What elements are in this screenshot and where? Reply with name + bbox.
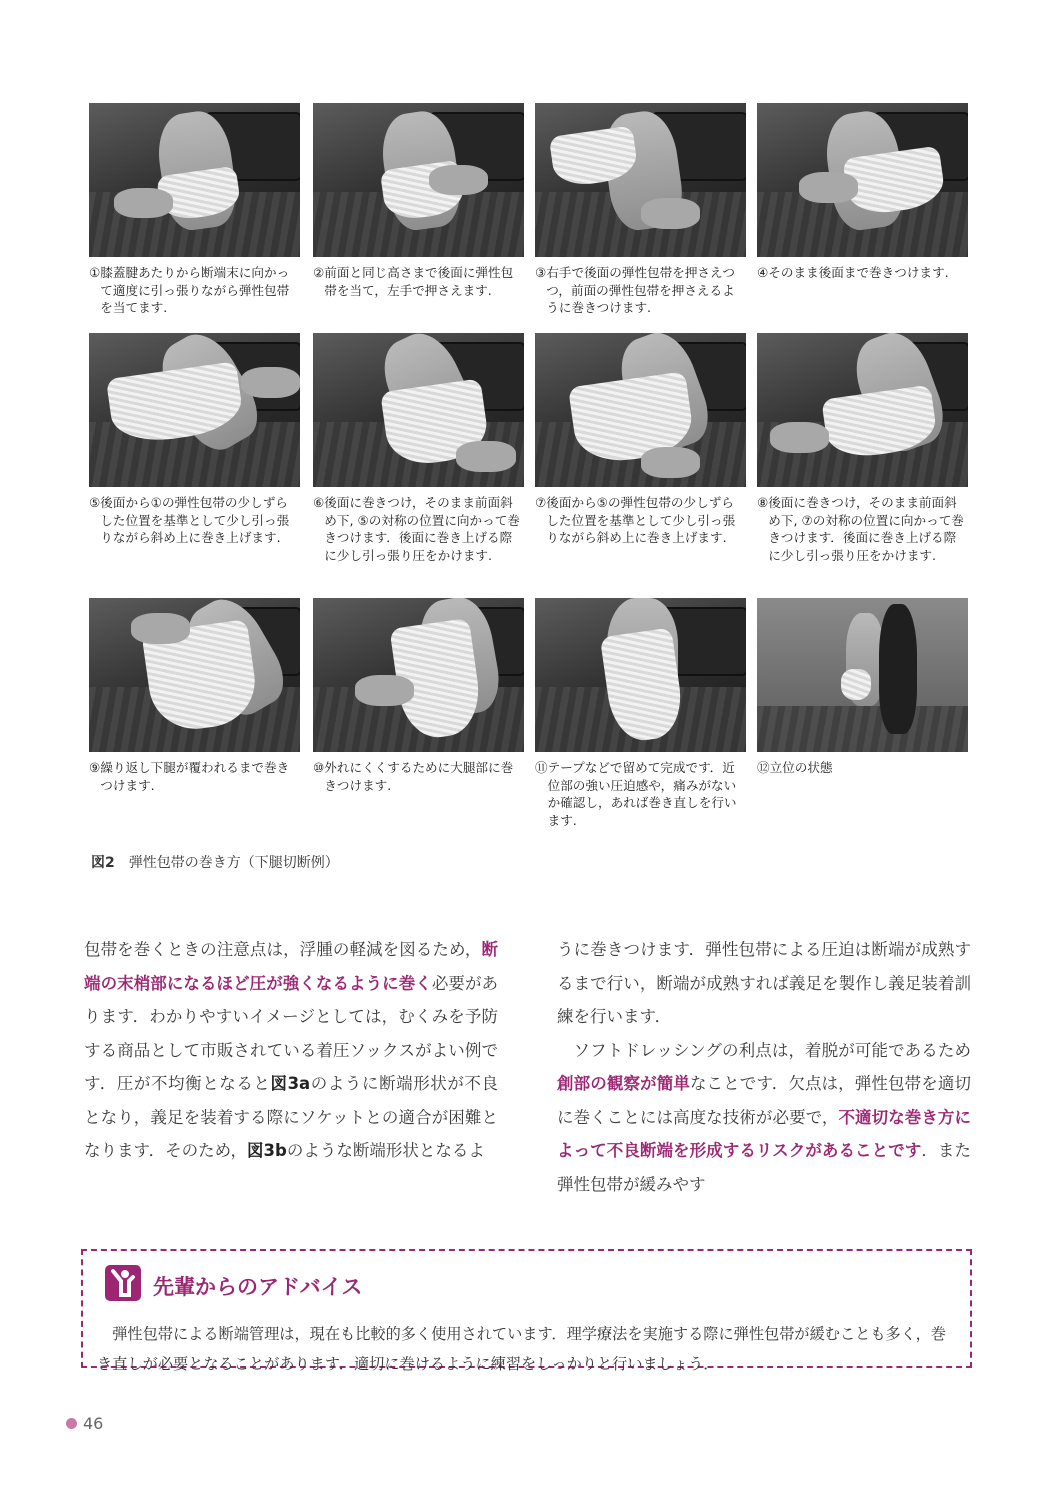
step-caption: 外れにくくするために大腿部に巻きつけます.	[324, 760, 514, 793]
figure-step-7	[535, 333, 746, 547]
step-caption: 後面に巻きつけ，そのまま前面斜め下, ⑦の対称の位置に向かって巻きつけます．後面に巻き上げる際に少し引っ張り圧をかけます.	[768, 495, 964, 563]
body-column-right	[557, 933, 971, 1201]
figure-step-11	[535, 598, 746, 829]
figure-step-5	[89, 333, 300, 547]
page-dot-icon	[66, 1418, 77, 1429]
body-paragraph	[557, 933, 971, 1034]
figure-step-4	[757, 103, 968, 282]
body-text: のように断端形状が不良となり，義足を装着する際にソケットとの適合が困難となります．そのため，	[84, 1074, 499, 1160]
step-number: ③	[535, 265, 547, 280]
step-photo	[89, 103, 300, 257]
step-photo	[757, 333, 968, 487]
step-caption: 膝蓋腱あたりから断端末に向かって適度に引っ張りながら弾性包帯を当てます.	[100, 265, 290, 315]
emphasis-text: 断端の末梢部になるほど圧が強くなるように巻く	[84, 940, 498, 993]
body-text: 包帯を巻くときの注意点は，浮腫の軽減を図るため，	[84, 940, 482, 959]
step-number: ⑥	[313, 495, 325, 510]
step-caption: 繰り返し下腿が覆われるまで巻きつけます.	[100, 760, 290, 793]
figure-step-9	[89, 598, 300, 794]
step-photo	[757, 103, 968, 257]
step-caption: 後面に巻きつけ，そのまま前面斜め下, ⑤の対称の位置に向かって巻きつけます．後面に巻き上げる際に少し引っ張り圧をかけます.	[324, 495, 520, 563]
figure-step-1	[89, 103, 300, 317]
step-number: ⑦	[535, 495, 547, 510]
step-photo	[535, 333, 746, 487]
figure-step-6	[313, 333, 524, 564]
step-number: ⑪	[535, 760, 548, 775]
figure-step-3	[535, 103, 746, 317]
step-number: ①	[89, 265, 101, 280]
body-text: ．また弾性包帯が緩みやす	[557, 1141, 972, 1194]
senior-advice-icon	[105, 1265, 141, 1301]
body-text: なことです．欠点は，弾性包帯を適切に巻くことには高度な技術が必要で，	[557, 1074, 971, 1127]
step-number: ②	[313, 265, 325, 280]
figure-caption	[91, 852, 339, 872]
step-photo	[535, 598, 746, 752]
step-number: ⑧	[757, 495, 769, 510]
step-number: ⑨	[89, 760, 101, 775]
emphasis-text: 創部の観察が簡単	[557, 1074, 690, 1093]
step-photo	[89, 333, 300, 487]
step-photo	[757, 598, 968, 752]
figure-reference: 図3b	[247, 1141, 287, 1160]
body-paragraph	[84, 933, 498, 1168]
step-photo	[313, 333, 524, 487]
step-number: ④	[757, 265, 769, 280]
body-paragraph	[557, 1034, 971, 1202]
advice-title: 先輩からのアドバイス	[153, 1275, 363, 1299]
step-photo	[313, 103, 524, 257]
figure-step-10	[313, 598, 524, 794]
body-text: 必要があります．わかりやすいイメージとしては，むくみを予防する商品として市販されている着圧ソックスがよい例です．圧が不均衡となると	[84, 973, 498, 1093]
body-text: ソフトドレッシングの利点は，着脱が可能であるため	[573, 1040, 971, 1060]
figure-label: 図2	[91, 855, 115, 871]
figure-step-2	[313, 103, 524, 299]
figure-step-12	[757, 598, 968, 777]
advice-text	[97, 1319, 959, 1379]
step-caption: テープなどで留めて完成です．近位部の強い圧迫感や，痛みがないか確認し，あれば巻き直しを行います.	[547, 760, 737, 828]
page-number-text: 46	[83, 1414, 104, 1433]
step-photo	[89, 598, 300, 752]
page-number	[66, 1414, 103, 1433]
step-number: ⑩	[313, 760, 325, 775]
step-caption: 後面から①の弾性包帯の少しずらした位置を基準として少し引っ張りながら斜め上に巻き上げます.	[100, 495, 290, 545]
step-number: ⑫	[757, 760, 770, 775]
step-caption: 前面と同じ高さまで後面に弾性包帯を当て，左手で押さえます.	[324, 265, 514, 298]
step-photo	[313, 598, 524, 752]
body-text: のような断端形状となるよ	[286, 1141, 485, 1160]
figure-reference: 図3a	[270, 1074, 311, 1093]
step-caption: 右手で後面の弾性包帯を押さえつつ，前面の弾性包帯を押さえるように巻きつけます.	[546, 265, 735, 315]
body-column-left	[84, 933, 498, 1168]
step-caption: 後面から⑤の弾性包帯の少しずらした位置を基準として少し引っ張りながら斜め上に巻き上げます.	[546, 495, 736, 545]
step-photo	[535, 103, 746, 257]
body-text: うに巻きつけます．弾性包帯による圧迫は断端が成熟するまで行い，断端が成熟すれば義足を製作し義足装着訓練を行います．	[557, 940, 971, 1026]
step-caption: 立位の状態	[769, 760, 833, 775]
step-number: ⑤	[89, 495, 101, 510]
figure-step-8	[757, 333, 968, 564]
figure-title: 弾性包帯の巻き方（下腿切断例）	[128, 855, 339, 871]
advice-paragraph: 弾性包帯による断端管理は，現在も比較的多く使用されています．理学療法を実施する際に弾性包帯が緩むことも多く，巻き直しが必要となることがあります．適切に巻けるように練習をしっかりと行いましょう．	[97, 1325, 946, 1373]
advice-box	[81, 1249, 972, 1373]
emphasis-text: 不適切な巻き方によって不良断端を形成するリスクがあることです	[557, 1107, 972, 1160]
step-caption: そのまま後面まで巻きつけます.	[768, 265, 949, 280]
